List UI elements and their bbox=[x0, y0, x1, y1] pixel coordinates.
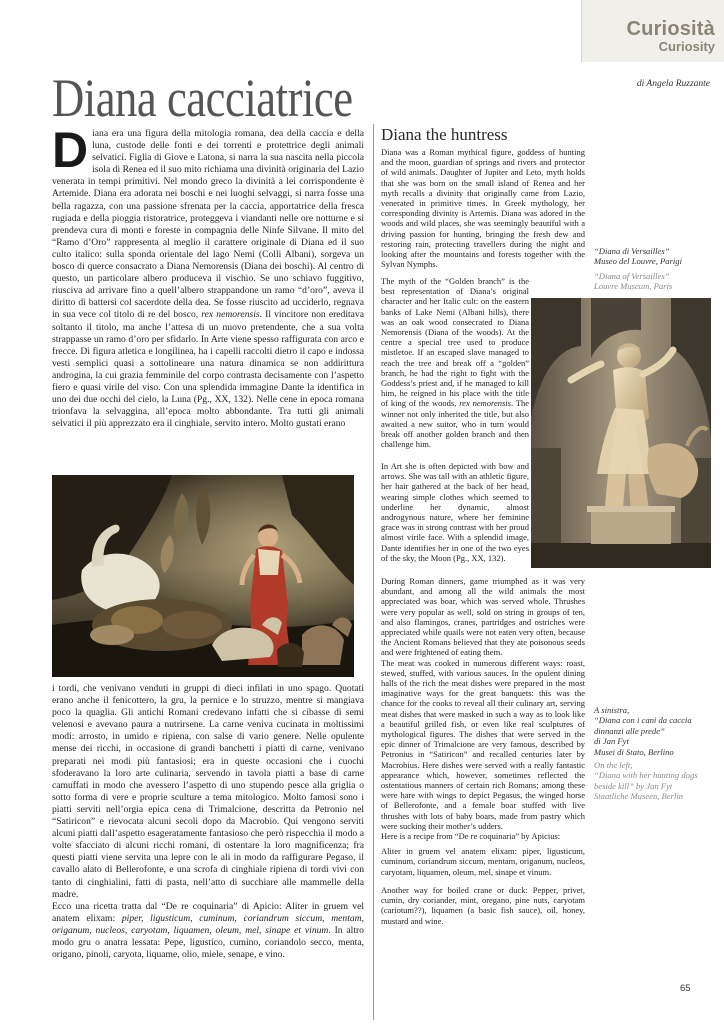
caption-line: “Diana of Versailles” bbox=[594, 270, 670, 281]
article-body-it-part2 bbox=[52, 683, 364, 1003]
caption-line: dinnanzi alle prede” bbox=[594, 725, 665, 736]
body-text-italic: piper, ligusticum, cuminum, coriandrum siccum, mentam, origanum, nucleos, caryotam, liquamen, oleum, mel, sinape et vinum bbox=[52, 912, 364, 936]
author-byline: di Angela Ruzzante bbox=[636, 79, 710, 89]
caption-line: “Diana di Versailles” bbox=[594, 246, 670, 256]
recipe-latin: Aliter in gruem vel anatem elixam: piper, ligusticum, cuminum, coriandrum siccum, mentam, origanum, nucleos, caryotam, liquamen, oleum, mel, sinape et vinum. bbox=[381, 846, 585, 877]
article-body-en-part1 bbox=[381, 147, 585, 297]
body-text: Diana was a Roman mythical figure, goddess of hunting and the moon, guardian of springs and rivers and protector of wild animals. Daughter of Jupiter and Leto, myth holds that she was born on the small island of Renea and her myth recalls a divinity that originally came from Lazio, venerated in primitive times. In Greek mythology, her corresponding divinity is Artemis. Diana was adored in the woods and wild places, she was seemingly beautiful with a driving passion for hunting, bringing the fresh dew and restoring rain, protecting travellers during the night and looking after the mountains and forests together with the Sylvan Nymphs. bbox=[381, 147, 585, 270]
caption-line: “Diana with her hunting dogs bbox=[594, 770, 698, 781]
article-body-en-part3 bbox=[381, 461, 529, 576]
caption-line: Museo del Louvre, Parigi bbox=[594, 256, 682, 267]
article-body-en-part4 bbox=[381, 576, 585, 1008]
section-header-band bbox=[581, 0, 724, 62]
section-title-en: Curiosity bbox=[658, 39, 715, 54]
body-text: During Roman dinners, game triumphed as it was very abundant, and among all the wild animals the most appreciated was boar, which was served whole. Thrushes were very popular as well, sold on string in groups of ten, and also flamingos, cranes, partridges and ostriches were appreciated while quails were not eaten very often, because the Ancient Romans believed that they ate poisonous seeds and were frightened of eating them. bbox=[381, 576, 585, 658]
body-text: . In altro modo gru o anatra lessata: Pepe, ligustico, cumino, coriandolo secco, menta, origano, pinoli, caryota, liquame, olio, miele, senape, e vino. bbox=[52, 924, 364, 961]
caption-line: “Diana con i cani da caccia bbox=[594, 715, 692, 726]
drop-cap: D bbox=[52, 128, 89, 178]
article-body-en-part2 bbox=[381, 276, 529, 461]
painting-diana-with-hunting-dogs bbox=[52, 475, 354, 677]
body-text: Here is a recipe from “De re coquinaria” by Apicius: bbox=[381, 831, 561, 842]
caption-line: di Jan Fyt bbox=[594, 736, 629, 747]
body-text: The meat was cooked in numerous different ways: roast, stewed, stuffed, with various sauces. In the opulent dining halls of the rich the meat dishes were prepared in the most imaginative ways for the great banquets: this was the chance for the cooks to reveal all their culinary art, serving meat dishes that were masked in such a way as to look like a beautiful grilled fish, or even like real sculptures of mythological figures. The dishes that were served in the epic dinner of Trimalcione are very famous, described by Petronius in “Satiricon” and recalled centuries later by Macrobius. Here dishes were served with a really fantastic appearance which, however, sometimes reflected the ostentatious manners of certain rich Romans; among these were hare with wings to depict Pegasus, the winged horse of Bellerofonte, and a female boar stuffed with live thrushes with lots of baby boars, made from pastry which were sucking their mother’s udders. bbox=[381, 657, 585, 831]
caption-painting bbox=[594, 705, 718, 802]
caption-statue bbox=[594, 246, 718, 292]
article-title-it: Diana cacciatrice bbox=[52, 69, 353, 129]
body-text: . The winner not only inherited the title, but also awaited a new suitor, who in turn would break off another golden branch and then challenge him. bbox=[381, 398, 529, 450]
caption-line: A sinistra, bbox=[594, 705, 630, 715]
article-body-it-part1 bbox=[52, 128, 364, 470]
body-text: i tordi, che venivano venduti in gruppi di dieci infilati in uno spago. Quotati erano anche il fenicottero, la gru, la pernice e lo struzzo, mentre si mangiava poco la quaglia. Gli antichi Romani credevano infatti che si cibasse di semi velenosi e avevano paura a nutrirsene. La carne veniva cucinata in moltissimi modi: arrosto, in umido e ripiena, con salse di vario genere. Nelle opulente mense dei ricchi, in occasione di grandi banchetti i piatti di carne, venivano preparati nei modi più fantasiosi; era in queste occasioni che i cuochi sfoderavano la loro arte culinaria, servendo in tavola piatti a base di carne camuffati in modo che avessero l’aspetto di uno stupendo pesce alla griglia o sotto forma di vere e proprie sculture a tema mitologico. Molto famosi sono i piatti serviti nell’orgia epica cena di Trimalcione, descritta da Petronio nel “Satiricon” e rievocata alcuni secoli dopo da Macrobio. Qui vengono serviti alcuni piatti dall’aspetto esageratamente fantasioso che però rispecchia il modo a volte sfacciato di alcuni ricchi romani, di ostentare la loro magnificenza; fra questi piatti viene servita una lepre con le ali in modo da raffigurare Pegaso, il cavallo alato di Bellerofonte, e una scrofa di cinghiale ripiena di tordi vivi con tanto di cinghialini, fatti di pasta, nell’atto di succhiare alle mammelle della madre. bbox=[52, 683, 364, 900]
photo-diana-of-versailles bbox=[531, 298, 711, 568]
caption-line: Staatliche Museen, Berlin bbox=[594, 791, 684, 802]
article-title-en: Diana the huntress bbox=[381, 125, 508, 144]
page-number: 65 bbox=[680, 983, 691, 994]
recipe-english: Another way for boiled crane or duck: Pepper, privet, cumin, dry coriander, mint, oregano, pine nuts, caryotam (cariotum??), liquamen (a basic fish sauce), oil, honey, mustard and wine. bbox=[381, 884, 585, 926]
body-text-italic: rex nemorensis bbox=[459, 398, 511, 409]
column-divider bbox=[373, 124, 374, 1020]
body-text: . Il vincitore non ereditava soltanto il titolo, ma anche l’attesa di un nuovo pretendente, che a sua volta strappasse un ramo d’oro per sfidarlo. In Arte viene spesso raffigurata con arco e frecce. Di figura atletica e longilinea, ha i capelli raccolti dietro il capo e indossa vesti semplici quasi a sottolineare una natura dinamica se non addirittura androgina, la cui grazia femminile del corpo contrasta decisamente con l’aspetto fiero e quasi virile del viso. Con una splendida immagine Dante la identifica in uno dei due occhi del cielo, la Luna (Pg., XX, 132). Nelle cene in epoca romana trionfava la selvaggina, all’epoca molto abbondante. Tra tutti gli animali selvatici il più apprezzato era il cinghiale, servito intero. Molto gustati erano bbox=[52, 309, 364, 430]
body-text-italic: rex nemorensis bbox=[201, 309, 260, 321]
caption-line: Musei di Stato, Berlino bbox=[594, 746, 674, 757]
body-text: In Art she is often depicted with bow and arrows. She was tall with an athletic figure, her hair gathered at the back of her head, wearing simple clothes which seemed to underline her dynamic, almost androgynous nature, where her feminine grace was in strong contrast with her proud almost virile face. With a splendid image, Dante identifies her in one of the two eyes of the sky, the Moon (Pg., XX, 132). bbox=[381, 461, 529, 563]
caption-line: Louvre Museum, Paris bbox=[594, 281, 673, 292]
body-text: iana era una figura della mitologia romana, dea della caccia e della luna, custode delle fonti e dei torrenti e protettrice degli animali selvatici. Figlia di Giove e Latona, si narra la sua nascita nella piccola isola di Renea ed il suo mito richiama una divinità originaria del Lazio venerata in tempi primitivi. Nel mondo greco la divinità a lei corrispondente è Artemide. Diana era adorata nei boschi e nei luoghi selvaggi, si narra fosse una bella ragazza, con una passione sfrenata per la caccia, apportatrice della fresca rugiada e della pioggia ristoratrice, proteggeva i viandanti nelle ore notturne e si prendeva cura di monti e foreste in compagnia delle Ninfe Silvane. Il mito del “Ramo d’Oro” rappresenta al meglio il carattere originale di Diana ed il suo culto italico: sulla sponda orientale del lago Nemi (Colli Albani), sorgeva un bosco di querce consacrato a Diana Nemorensis (Diana dei boschi). Al centro di questo, un particolare albero produceva il vischio. Se uno schiavo fuggitivo, riusciva ad arrivare fino a quell’albero strappandone un ramo “d’oro”, aveva il diritto di battersi col sacerdote della dea. Se fosse riuscito ad ucciderlo, regnava in sua vece col titolo di re del bosco, bbox=[52, 128, 364, 321]
caption-line: beside kill” by Jan Fyt bbox=[594, 780, 673, 791]
body-text: The myth of the “Golden branch” is the best representation of Diana’s original character and her Italic cult: on the eastern banks of Lake Nemi (Albani hills), there was an oak wood consecrated to Diana Nemorensis (Diana of the woods). At the centre a special tree used to produce mistletoe. If an escaped slave managed to reach the tree and break off a “golden” branch, he had the right to fight with the Goddess’s priest and, if he managed to kill him, he reigned in his place with the title of king of the woods, bbox=[381, 276, 529, 409]
caption-line: On the left, bbox=[594, 760, 633, 771]
section-title-it: Curiosità bbox=[626, 18, 715, 40]
body-text: Ecco una ricetta tratta dal “De re coquinaria” di Apicio: Aliter in gruem vel anatem elixam: bbox=[52, 900, 364, 924]
